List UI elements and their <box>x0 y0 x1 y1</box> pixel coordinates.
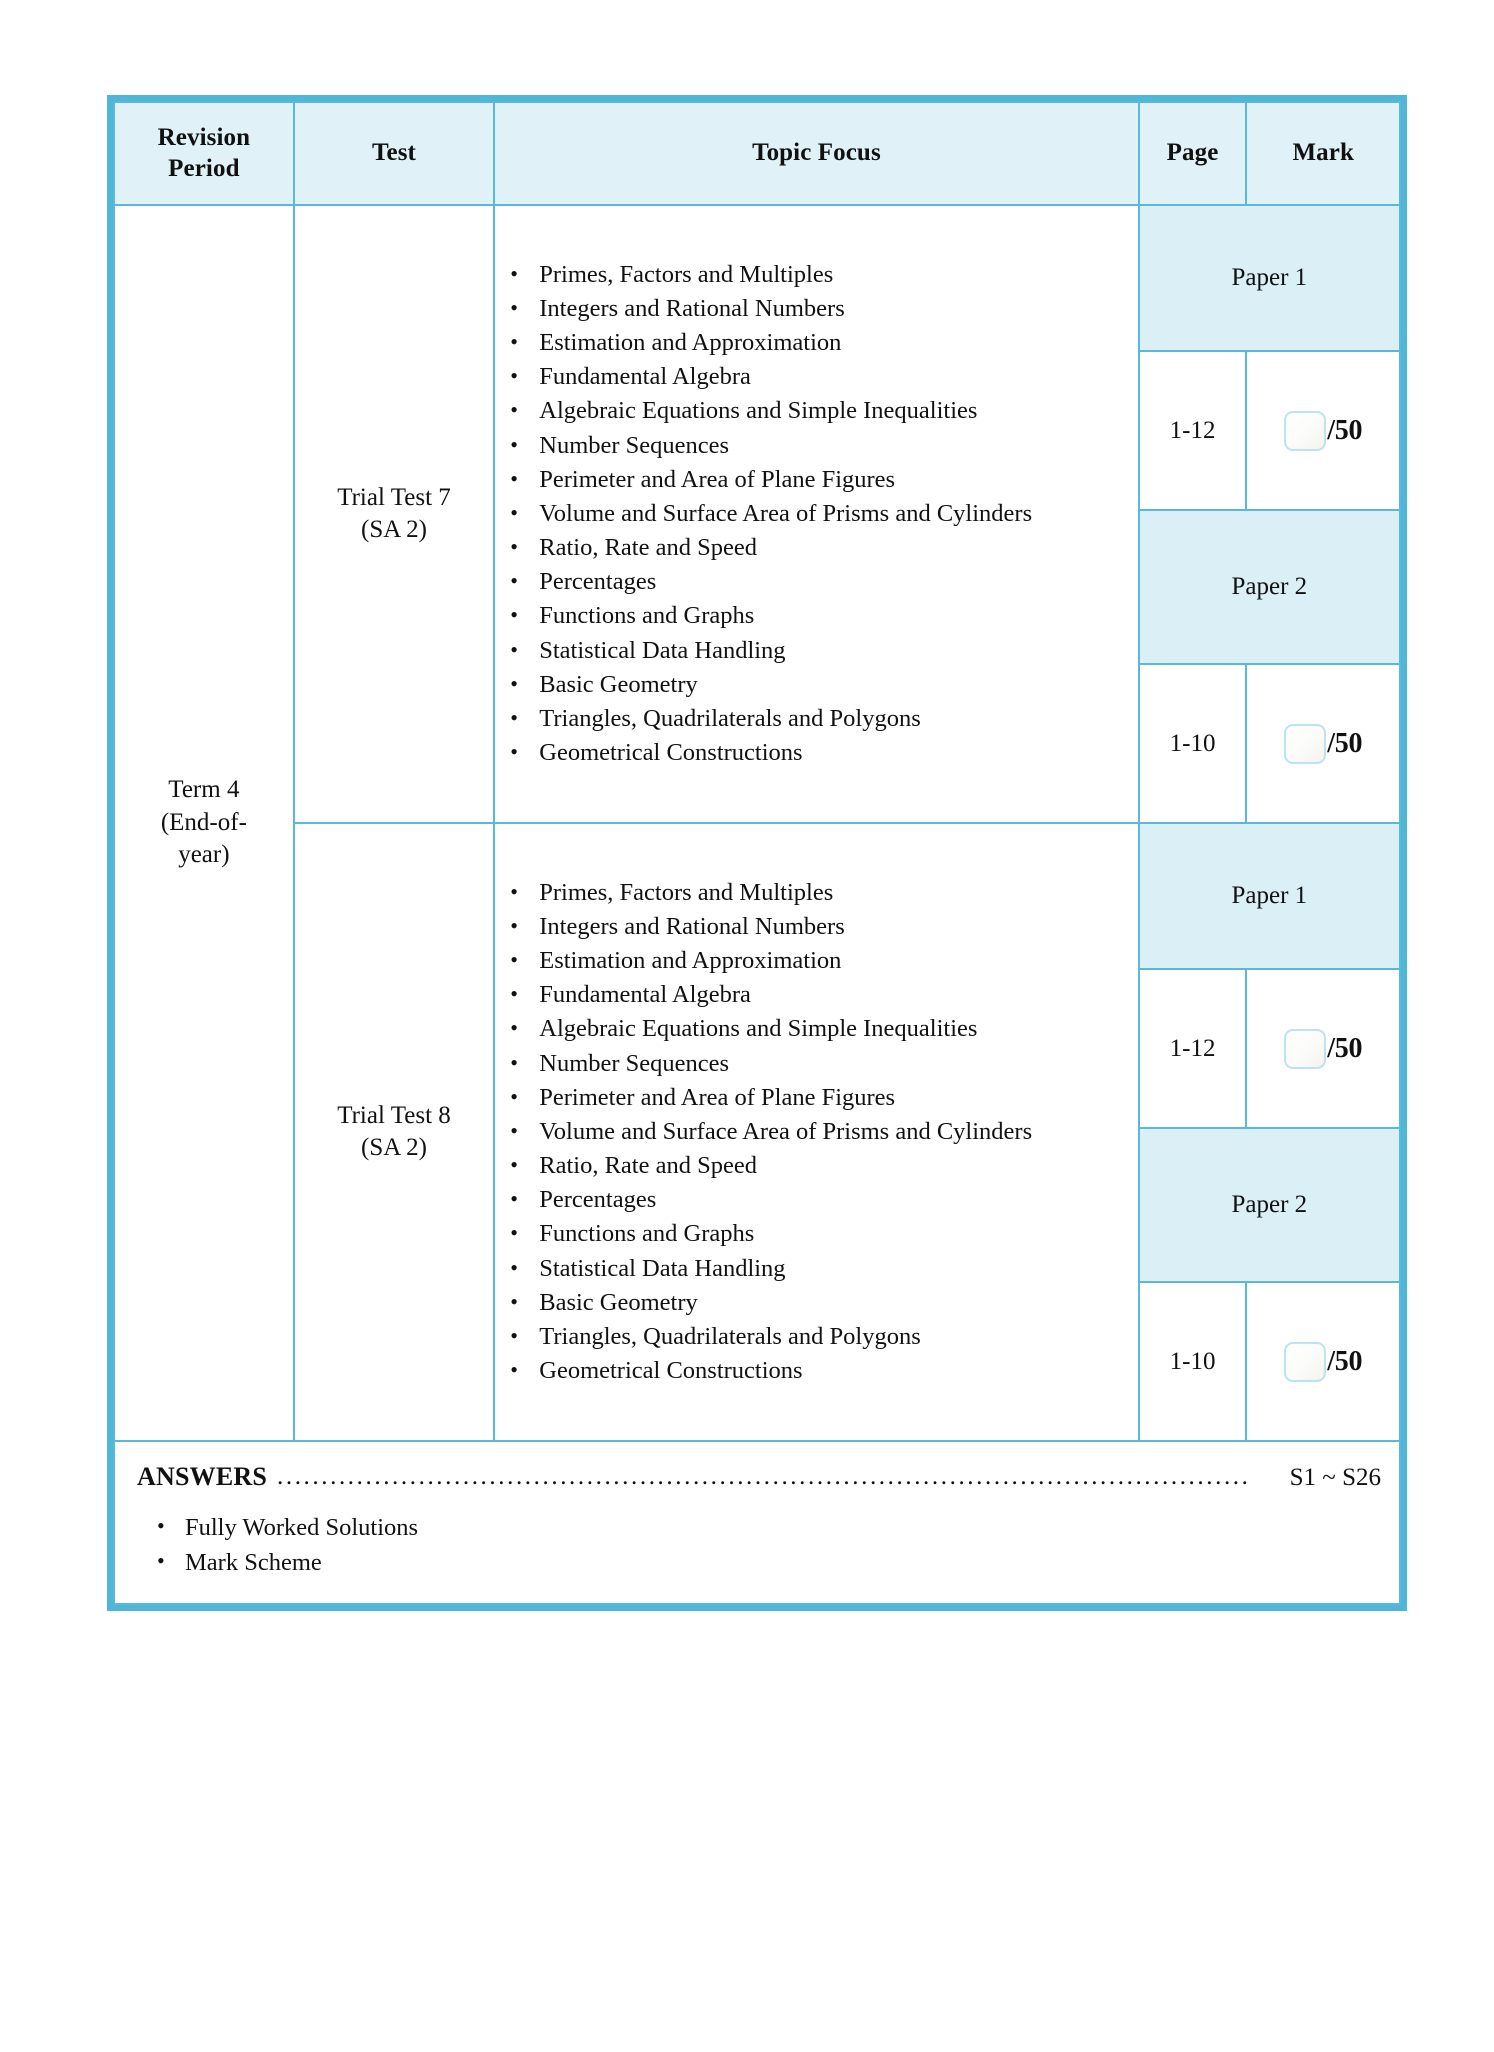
column-header-test: Test <box>294 102 495 205</box>
list-item <box>501 531 1127 565</box>
revision-period-cell <box>114 205 294 1441</box>
topic-label: Functions and Graphs <box>539 602 755 630</box>
topic-label: Algebraic Equations and Simple Inequalities <box>539 1015 978 1043</box>
topic-list <box>501 258 1127 771</box>
column-header-topic-focus: Topic Focus <box>494 102 1138 205</box>
mark-input-box[interactable] <box>1284 1342 1326 1382</box>
page-range-trial-test-7-paper-1: 1-12 <box>1139 351 1247 510</box>
list-item <box>501 565 1127 599</box>
list-item <box>501 1217 1127 1251</box>
topic-label: Volume and Surface Area of Prisms and Cylinders <box>539 1117 1033 1145</box>
revision-schedule-table <box>113 101 1401 1605</box>
test-name-line2: (SA 2) <box>361 1134 427 1161</box>
bullet-icon: • <box>510 431 518 457</box>
topic-label: Volume and Surface Area of Prisms and Cylinders <box>539 499 1033 527</box>
table-row <box>114 205 1400 351</box>
topic-label: Ratio, Rate and Speed <box>539 534 757 562</box>
revision-schedule-table-frame <box>107 95 1407 1611</box>
topic-label: Percentages <box>539 1186 657 1214</box>
column-header-revision-period <box>114 102 294 205</box>
list-item <box>501 668 1127 702</box>
header-revision-period-line2: Period <box>168 154 240 182</box>
topic-label: Primes, Factors and Multiples <box>539 260 834 288</box>
list-item <box>501 634 1127 668</box>
list-item <box>501 1012 1127 1046</box>
paper-band-trial-test-8-paper-2: Paper 2 <box>1139 1128 1400 1282</box>
paper-band-trial-test-7-paper-2: Paper 2 <box>1139 510 1400 664</box>
topic-label: Number Sequences <box>539 431 730 459</box>
bullet-icon: • <box>510 602 518 628</box>
topic-label: Number Sequences <box>539 1049 730 1077</box>
topic-label: Statistical Data Handling <box>539 1254 786 1282</box>
topic-label: Integers and Rational Numbers <box>539 912 845 940</box>
bullet-icon: • <box>157 1513 165 1538</box>
topic-label: Estimation and Approximation <box>539 946 842 974</box>
list-item <box>501 463 1127 497</box>
list-item <box>137 1545 1381 1580</box>
answers-row <box>114 1441 1400 1604</box>
answers-heading-line <box>137 1462 1381 1492</box>
topic-focus-cell-trial-test-7 <box>494 205 1138 823</box>
topic-label: Estimation and Approximation <box>539 328 842 356</box>
mark-entry <box>1249 411 1397 451</box>
bullet-icon: • <box>510 878 518 904</box>
bullet-icon: • <box>510 363 518 389</box>
bullet-icon: • <box>510 946 518 972</box>
answers-item-label: Mark Scheme <box>185 1549 322 1577</box>
bullet-icon: • <box>510 499 518 525</box>
list-item <box>501 360 1127 394</box>
topic-label: Fundamental Algebra <box>539 363 751 391</box>
bullet-icon: • <box>510 294 518 320</box>
bullet-icon: • <box>510 1083 518 1109</box>
answers-label: ANSWERS <box>137 1462 267 1491</box>
bullet-icon: • <box>510 1254 518 1280</box>
mark-entry <box>1249 1342 1397 1382</box>
topic-label: Basic Geometry <box>539 1288 698 1316</box>
mark-total-label: /50 <box>1327 414 1363 446</box>
paper-band-trial-test-7-paper-1: Paper 1 <box>1139 205 1400 351</box>
header-revision-period-line1: Revision <box>157 124 251 151</box>
bullet-icon: • <box>510 1015 518 1041</box>
topic-label: Triangles, Quadrilaterals and Polygons <box>539 1323 921 1351</box>
test-name-line1: Trial Test 8 <box>337 1101 451 1129</box>
bullet-icon: • <box>510 328 518 354</box>
mark-cell-trial-test-7-paper-1 <box>1246 351 1400 510</box>
bullet-icon: • <box>510 1357 518 1383</box>
list-item <box>501 599 1127 633</box>
mark-input-box[interactable] <box>1284 1029 1326 1069</box>
paper-band-trial-test-8-paper-1: Paper 1 <box>1139 823 1400 969</box>
mark-entry <box>1249 1029 1397 1069</box>
bullet-icon: • <box>510 1049 518 1075</box>
list-item <box>501 876 1127 910</box>
list-item <box>501 944 1127 978</box>
bullet-icon: • <box>157 1548 165 1574</box>
column-header-mark: Mark <box>1246 102 1400 205</box>
topic-label: Primes, Factors and Multiples <box>539 878 834 906</box>
bullet-icon: • <box>510 1288 518 1314</box>
bullet-icon: • <box>510 670 518 696</box>
bullet-icon: • <box>510 1186 518 1212</box>
mark-entry <box>1249 724 1397 764</box>
list-item <box>137 1510 1381 1545</box>
test-name-cell-trial-test-8 <box>294 823 495 1441</box>
bullet-icon: • <box>510 397 518 423</box>
mark-input-box[interactable] <box>1284 411 1326 451</box>
mark-input-box[interactable] <box>1284 724 1326 764</box>
topic-label: Percentages <box>539 568 657 596</box>
test-name-cell-trial-test-7 <box>294 205 495 823</box>
mark-total-label: /50 <box>1327 727 1363 759</box>
bullet-icon: • <box>510 1220 518 1246</box>
topic-label: Geometrical Constructions <box>539 739 803 767</box>
answers-page-range: S1 ~ S26 <box>1289 1464 1381 1491</box>
mark-total-label: /50 <box>1327 1032 1363 1064</box>
topic-label: Perimeter and Area of Plane Figures <box>539 465 896 493</box>
topic-label: Functions and Graphs <box>539 1220 755 1248</box>
list-item <box>501 1115 1127 1149</box>
page-range-trial-test-7-paper-2: 1-10 <box>1139 664 1247 823</box>
bullet-icon: • <box>510 465 518 491</box>
topic-list <box>501 876 1127 1389</box>
topic-label: Triangles, Quadrilaterals and Polygons <box>539 705 921 733</box>
answers-section <box>114 1441 1400 1604</box>
revision-period-line1: Term 4 <box>168 776 240 804</box>
list-item <box>501 1286 1127 1320</box>
list-item <box>501 1320 1127 1354</box>
test-name-line2: (SA 2) <box>361 516 427 543</box>
bullet-icon: • <box>510 568 518 594</box>
bullet-icon: • <box>510 260 518 286</box>
revision-period-line2: (End-of- <box>160 808 247 836</box>
topic-label: Ratio, Rate and Speed <box>539 1152 757 1180</box>
list-item <box>501 1252 1127 1286</box>
mark-cell-trial-test-7-paper-2 <box>1246 664 1400 823</box>
table-row <box>114 823 1400 969</box>
list-item <box>501 394 1127 428</box>
topic-label: Integers and Rational Numbers <box>539 294 845 322</box>
bullet-icon: • <box>510 981 518 1007</box>
topic-focus-cell-trial-test-8 <box>494 823 1138 1441</box>
answers-item-label: Fully Worked Solutions <box>185 1514 419 1541</box>
topic-label: Statistical Data Handling <box>539 636 786 664</box>
test-name-line1: Trial Test 7 <box>337 483 451 511</box>
list-item <box>501 429 1127 463</box>
bullet-icon: • <box>510 739 518 765</box>
list-item <box>501 1047 1127 1081</box>
answers-leader-dots: .............................................................................................................. <box>277 1463 1251 1490</box>
bullet-icon: • <box>510 1323 518 1349</box>
bullet-icon: • <box>510 534 518 560</box>
topic-label: Fundamental Algebra <box>539 981 751 1009</box>
topic-label: Perimeter and Area of Plane Figures <box>539 1083 896 1111</box>
list-item <box>501 1183 1127 1217</box>
bullet-icon: • <box>510 912 518 938</box>
revision-period-line3: year) <box>178 841 230 869</box>
column-header-page: Page <box>1139 102 1247 205</box>
mark-total-label: /50 <box>1327 1345 1363 1377</box>
list-item <box>501 910 1127 944</box>
list-item <box>501 326 1127 360</box>
list-item <box>501 1354 1127 1388</box>
answers-item-list <box>137 1510 1381 1581</box>
bullet-icon: • <box>510 1152 518 1178</box>
mark-cell-trial-test-8-paper-2 <box>1246 1282 1400 1441</box>
list-item <box>501 702 1127 736</box>
page-range-trial-test-8-paper-1: 1-12 <box>1139 969 1247 1128</box>
list-item <box>501 497 1127 531</box>
table-header-row <box>114 102 1400 205</box>
page-range-trial-test-8-paper-2: 1-10 <box>1139 1282 1247 1441</box>
mark-cell-trial-test-8-paper-1 <box>1246 969 1400 1128</box>
list-item <box>501 258 1127 292</box>
list-item <box>501 1081 1127 1115</box>
bullet-icon: • <box>510 636 518 662</box>
list-item <box>501 292 1127 326</box>
topic-label: Geometrical Constructions <box>539 1357 803 1385</box>
list-item <box>501 1149 1127 1183</box>
bullet-icon: • <box>510 1117 518 1143</box>
list-item <box>501 736 1127 770</box>
topic-label: Algebraic Equations and Simple Inequalities <box>539 397 978 425</box>
topic-label: Basic Geometry <box>539 670 698 698</box>
bullet-icon: • <box>510 705 518 731</box>
list-item <box>501 978 1127 1012</box>
